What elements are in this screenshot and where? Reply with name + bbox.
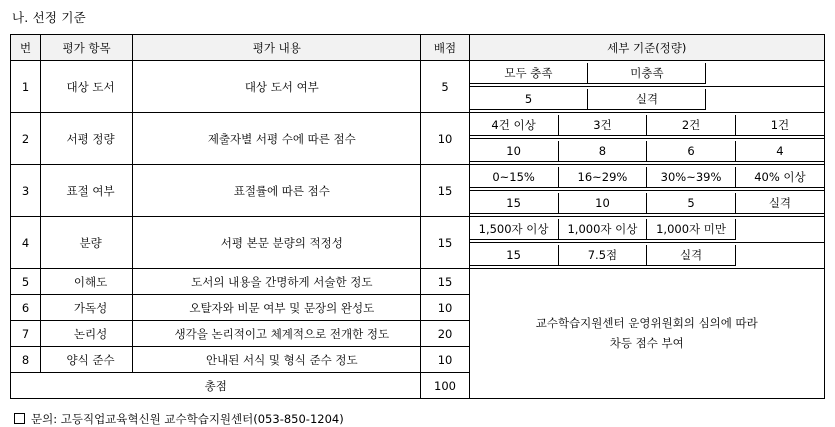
detail-grid <box>470 63 824 85</box>
row-content-label: 오탈자와 비문 여부 및 문장의 완성도 <box>189 300 375 315</box>
row-score: 20 <box>421 321 469 347</box>
table-row <box>11 113 825 139</box>
detail-label: 16~29% <box>558 167 647 188</box>
row-content <box>133 217 421 269</box>
detail-empty <box>735 245 824 266</box>
detail-grid <box>470 141 824 163</box>
header-content: 평가 내용 <box>133 35 421 61</box>
row-content <box>133 295 421 321</box>
row-no: 1 <box>11 61 41 113</box>
row-score: 5 <box>421 61 469 113</box>
row-item-label: 양식 준수 <box>66 352 115 367</box>
row-no: 7 <box>11 321 41 347</box>
header-no: 번 <box>11 35 41 61</box>
row-content <box>133 347 421 373</box>
detail-label: 1건 <box>735 115 824 136</box>
row-item <box>41 113 133 165</box>
detail-grid <box>470 193 824 215</box>
detail-label: 40% 이상 <box>735 167 824 188</box>
row-detail-values <box>469 87 824 113</box>
row-detail-labels <box>469 217 824 243</box>
detail-label: 30%~39% <box>647 167 736 188</box>
row-item <box>41 269 133 295</box>
detail-label: 1,000자 이상 <box>558 219 647 240</box>
detail-value: 실격 <box>647 245 736 266</box>
footer-note <box>10 411 825 427</box>
row-item <box>41 217 133 269</box>
detail-value: 10 <box>470 141 559 162</box>
row-no: 8 <box>11 347 41 373</box>
row-detail-values <box>469 191 824 217</box>
detail-label: 2건 <box>647 115 736 136</box>
detail-grid <box>470 167 824 189</box>
row-score: 15 <box>421 165 469 217</box>
detail-value: 15 <box>470 193 559 214</box>
detail-grid <box>470 115 824 137</box>
detail-value: 실격 <box>735 193 824 214</box>
row-detail-labels <box>469 165 824 191</box>
detail-value: 4 <box>735 141 824 162</box>
row-no: 6 <box>11 295 41 321</box>
detail-value: 10 <box>558 193 647 214</box>
row-content-label: 서평 본문 분량의 적정성 <box>220 235 343 250</box>
page-title: 나. 선정 기준 <box>12 10 86 25</box>
merged-note-line1: 교수학습지원센터 운영위원회의 심의에 따라 <box>535 315 758 330</box>
row-content <box>133 269 421 295</box>
detail-label: 4건 이상 <box>470 115 559 136</box>
row-score: 10 <box>421 347 469 373</box>
row-score: 15 <box>421 217 469 269</box>
merged-note-line2: 차등 점수 부여 <box>609 335 684 350</box>
row-item <box>41 295 133 321</box>
detail-label: 0~15% <box>470 167 559 188</box>
row-score: 15 <box>421 269 469 295</box>
row-item-label: 표절 여부 <box>66 183 115 198</box>
detail-grid <box>470 219 824 241</box>
table-header-row <box>11 35 825 61</box>
detail-value: 6 <box>647 141 736 162</box>
detail-value: 5 <box>647 193 736 214</box>
row-item <box>41 347 133 373</box>
detail-value: 7.5점 <box>558 245 647 266</box>
detail-grid <box>470 245 824 267</box>
row-item-label: 이해도 <box>73 274 108 289</box>
header-score: 배점 <box>421 35 469 61</box>
merged-note <box>470 269 824 398</box>
checkbox-icon <box>14 413 25 424</box>
row-content <box>133 61 421 113</box>
detail-value: 5 <box>470 89 588 110</box>
merged-note-cell <box>469 269 824 399</box>
detail-empty <box>706 89 824 110</box>
row-content-label: 생각을 논리적이고 체계적으로 전개한 정도 <box>174 326 390 341</box>
row-content <box>133 165 421 217</box>
row-detail-labels <box>469 113 824 139</box>
row-content <box>133 321 421 347</box>
row-no: 2 <box>11 113 41 165</box>
detail-label: 1,000자 미만 <box>647 219 736 240</box>
row-item-label: 논리성 <box>73 326 108 341</box>
row-detail-labels <box>469 61 824 87</box>
row-no: 3 <box>11 165 41 217</box>
row-no: 4 <box>11 217 41 269</box>
row-content-label: 도서의 내용을 간명하게 서술한 정도 <box>191 274 373 289</box>
row-item-label: 가독성 <box>73 300 108 315</box>
detail-value: 실격 <box>588 89 706 110</box>
detail-empty <box>735 219 824 240</box>
table-row <box>11 165 825 191</box>
detail-label: 1,500자 이상 <box>470 219 559 240</box>
detail-value: 15 <box>470 245 559 266</box>
table-row <box>11 269 825 295</box>
row-item-label: 서평 정량 <box>66 131 115 146</box>
row-item-label: 분량 <box>79 235 102 250</box>
detail-label: 모두 충족 <box>470 63 588 84</box>
total-score: 100 <box>421 373 469 399</box>
header-item: 평가 항목 <box>41 35 133 61</box>
detail-empty <box>706 63 824 84</box>
total-label: 총점 <box>11 373 421 399</box>
row-detail-values <box>469 139 824 165</box>
row-no: 5 <box>11 269 41 295</box>
detail-grid <box>470 89 824 111</box>
table-row <box>11 217 825 243</box>
detail-value: 8 <box>558 141 647 162</box>
row-item <box>41 165 133 217</box>
table-row <box>11 61 825 87</box>
row-content-label: 표절률에 따른 점수 <box>233 183 330 198</box>
header-detail: 세부 기준(정량) <box>469 35 824 61</box>
row-score: 10 <box>421 113 469 165</box>
row-item <box>41 321 133 347</box>
row-content-label: 제출자별 서평 수에 따른 점수 <box>207 131 356 146</box>
detail-label: 3건 <box>558 115 647 136</box>
row-detail-values <box>469 243 824 269</box>
detail-label: 미충족 <box>588 63 706 84</box>
row-score: 10 <box>421 295 469 321</box>
row-content-label: 안내된 서식 및 형식 준수 정도 <box>206 352 358 367</box>
row-item-label: 대상 도서 <box>66 79 115 94</box>
criteria-table <box>10 34 825 399</box>
row-content <box>133 113 421 165</box>
footer-text: 문의: 고등직업교육혁신원 교수학습지원센터(053-850-1204) <box>31 412 344 426</box>
row-item <box>41 61 133 113</box>
row-content-label: 대상 도서 여부 <box>244 79 319 94</box>
